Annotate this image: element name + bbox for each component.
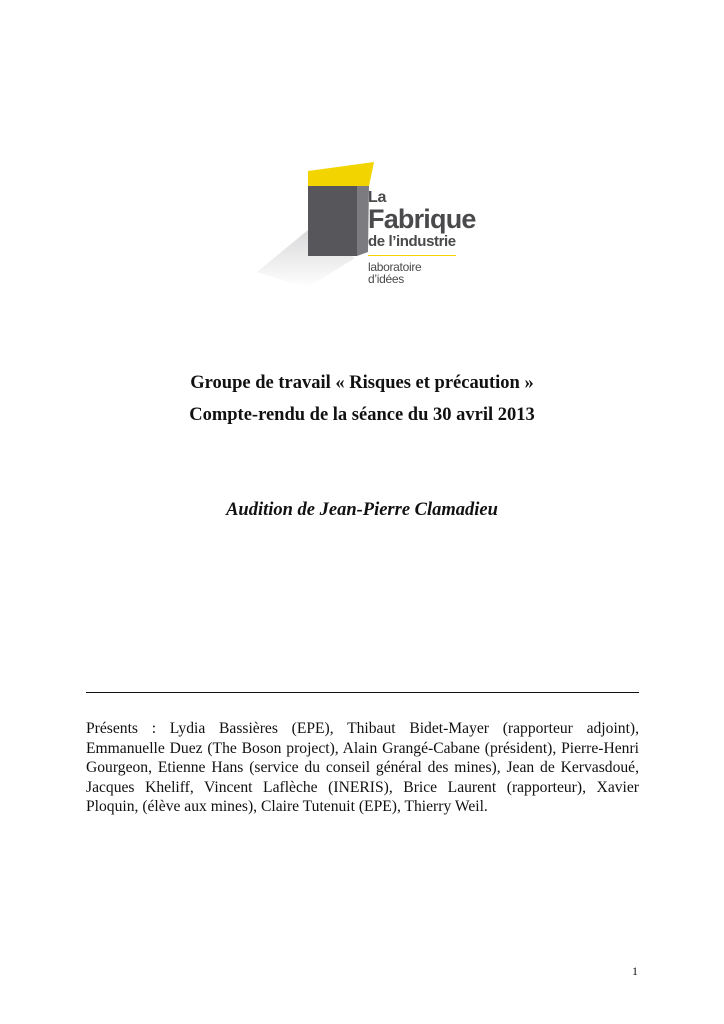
logo-fabrique: Fabrique — [368, 204, 476, 234]
logo-la: La — [368, 189, 387, 206]
cube-logo-icon — [255, 160, 375, 290]
logo-wordmark — [368, 190, 476, 285]
logo-tagline: laboratoire d’idées — [368, 255, 456, 285]
document-subtitle-date: Compte-rendu de la séance du 30 avril 2013 — [189, 405, 535, 425]
document-title: Groupe de travail « Risques et précaution » — [190, 373, 534, 393]
page-number: 1 — [632, 964, 638, 978]
attendees-paragraph: Présents : Lydia Bassières (EPE), Thibaut Bidet-Mayer (rapporteur adjoint), Emmanuelle Duez (The Boson project), Alain Grangé-Cabane (président), Pierre-Henri Gourgeon, Etienne Hans (service du conseil général des mines), Jean de Kervasdoué, Jacques Kheliff, Vincent Laflèche (INERIS), Brice Laurent (rapporteur), Xavier Ploquin, (élève aux mines), Claire Tutenuit (EPE), Thierry Weil. — [86, 720, 639, 815]
horizontal-divider — [86, 692, 639, 693]
audition-heading: Audition de Jean-Pierre Clamadieu — [226, 500, 498, 520]
logo-industrie: de l’industrie — [368, 233, 456, 250]
fabrique-logo — [255, 160, 485, 290]
